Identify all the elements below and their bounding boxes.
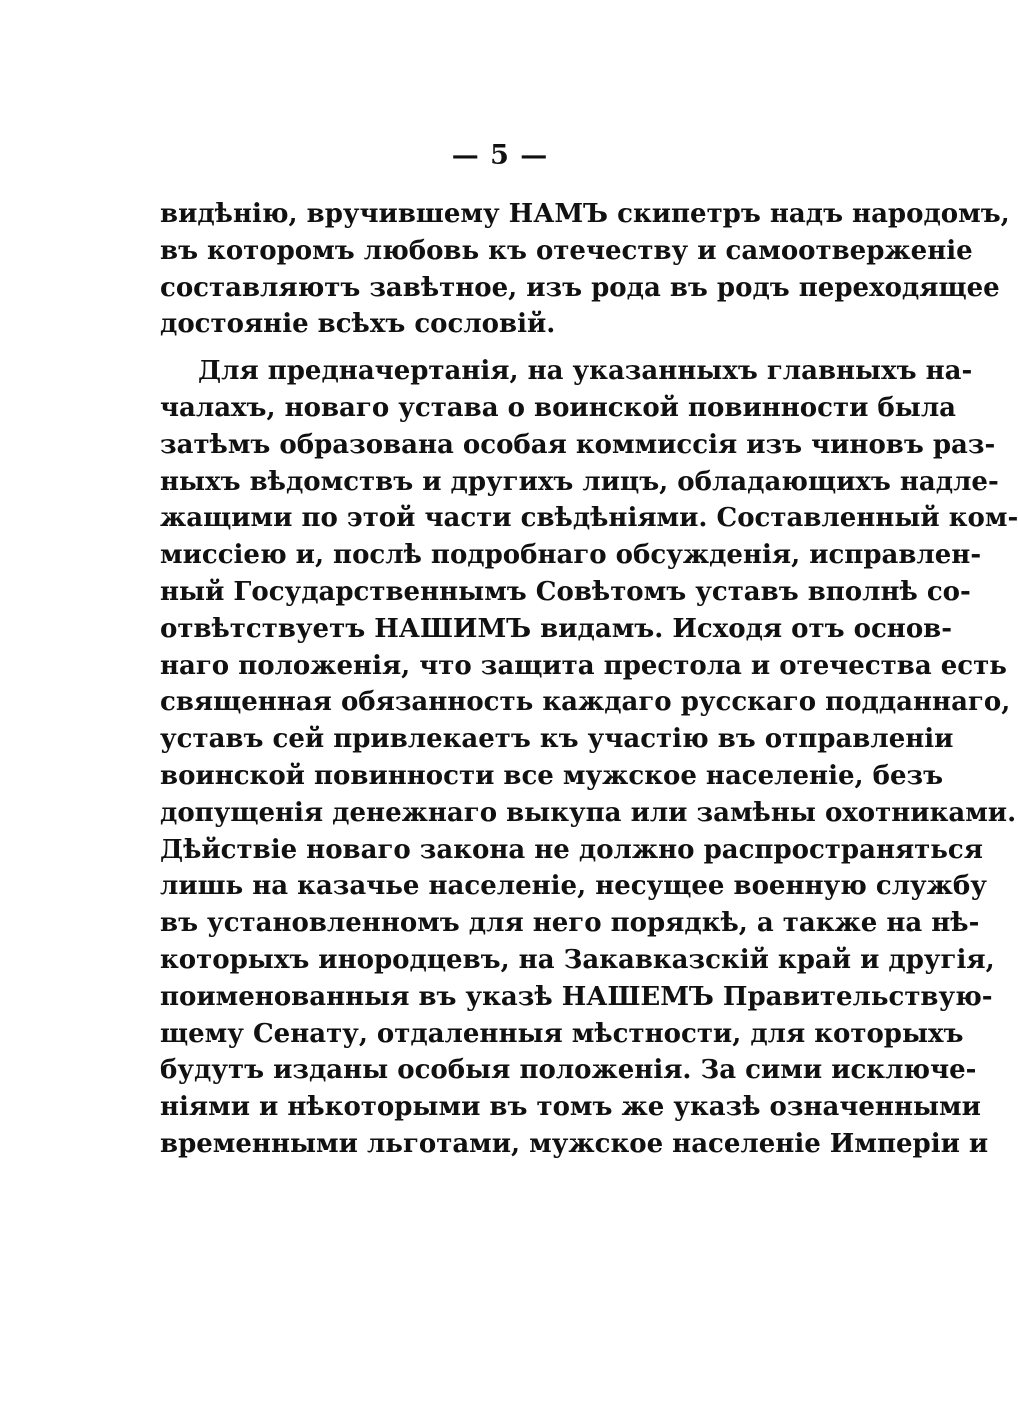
text-line: жащими по этой части свѣдѣніями. Составленный ком- (160, 503, 1018, 534)
text-line: щему Сенату, отдаленныя мѣстности, для которыхъ (160, 1018, 964, 1049)
paragraph-gap (160, 343, 888, 353)
text-line: уставъ сей привлекаетъ къ участію въ отправленіи (160, 724, 954, 755)
text-line: затѣмъ образована особая коммиссія изъ чиновъ раз- (160, 429, 996, 460)
body-text (160, 196, 1018, 1163)
text-line: священная обязанность каждаго русскаго подданнаго, (160, 687, 1011, 718)
text-line: въ установленномъ для него порядкѣ, а также на нѣ- (160, 908, 980, 939)
text-line: видѣнію, вручившему НАМЪ скипетръ надъ народомъ, (160, 199, 1010, 229)
text-line: ныхъ вѣдомствъ и другихъ лицъ, обладающихъ надле- (160, 466, 999, 497)
paragraph (160, 353, 1018, 1163)
text-line: поименованныя въ указѣ НАШЕМЪ Правительствую- (160, 981, 993, 1012)
page-number: — 5 — (451, 140, 549, 171)
text-line: чалахъ, новаго устава о воинской повинности была (160, 392, 956, 423)
text-line: ніями и нѣкоторыми въ томъ же указѣ означенными (160, 1092, 981, 1123)
text-line: составляютъ завѣтное, изъ рода въ родъ переходящее (160, 272, 1000, 303)
text-line: Дѣйствіе новаго закона не должно распространяться (160, 834, 983, 865)
text-line: наго положенія, что защита престола и отечества есть (160, 650, 1007, 681)
text-line: миссіею и, послѣ подробнаго обсужденія, исправлен- (160, 540, 982, 571)
text-line: допущенія денежнаго выкупа или замѣны охотниками. (160, 797, 1017, 828)
text-line: воинской повинности все мужское населеніе, безъ (160, 760, 944, 791)
text-line: лишь на казачье населеніе, несущее военную службу (160, 871, 987, 902)
paragraph (160, 196, 1010, 343)
text-line: въ которомъ любовь къ отечеству и самоотверженіе (160, 235, 973, 266)
text-line: Для предначертанія, на указанныхъ главныхъ на- (198, 356, 973, 387)
text-line: отвѣтствуетъ НАШИМЪ видамъ. Исходя отъ основ- (160, 613, 953, 644)
text-line: ный Государственнымъ Совѣтомъ уставъ вполнѣ со- (160, 576, 971, 607)
text-line: временными льготами, мужское населеніе Имперіи и (160, 1128, 989, 1159)
text-line: которыхъ инородцевъ, на Закавказскій край и другія, (160, 944, 995, 975)
text-line: будутъ изданы особыя положенія. За сими исключе- (160, 1055, 977, 1086)
text-line: достояніе всѣхъ сословій. (160, 309, 556, 340)
